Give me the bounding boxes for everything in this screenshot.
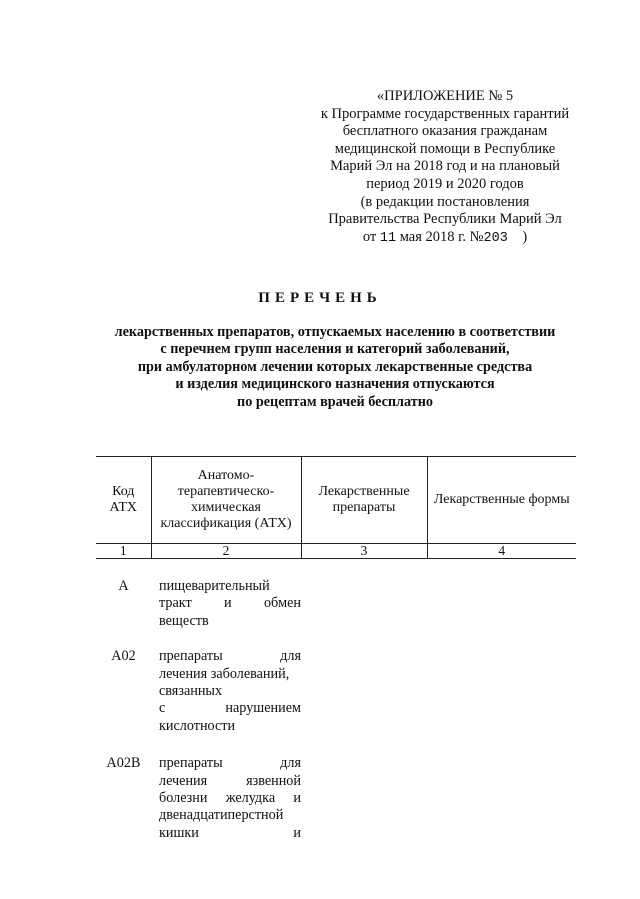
row-code: А02 [111, 648, 136, 665]
appendix-line-6: период 2019 и 2020 годов [366, 175, 524, 192]
appendix-line-7: (в редакции постановления [360, 193, 530, 210]
table-number-row [96, 544, 576, 559]
subtitle-line-2: с перечнем групп населения и категорий заболеваний, [160, 341, 510, 358]
desc-line: связанных [159, 683, 223, 700]
appendix-line-1: «ПРИЛОЖЕНИЕ № 5 [376, 88, 514, 104]
page-title: ПЕРЕЧЕНЬ [258, 290, 382, 306]
desc-line: препараты для [159, 648, 301, 665]
header-atc-code: Код АТХ [96, 457, 151, 544]
document-number: 203 [483, 230, 508, 246]
appendix-line-3: бесплатного оказания гражданам [342, 123, 548, 140]
row-description [159, 648, 301, 735]
appendix-date-line [300, 229, 590, 248]
date-day: 11 [379, 230, 397, 246]
row-description [159, 578, 301, 630]
desc-line: пищеварительный [159, 578, 270, 594]
appendix-line-5: Марий Эл на 2018 год и на плановый [330, 158, 560, 175]
desc-line: с нарушением [159, 700, 301, 717]
desc-line: тракт и обмен [159, 595, 301, 612]
desc-line: лечения заболеваний, [159, 665, 290, 682]
table-header-grid [96, 456, 576, 559]
closing-paren: ) [522, 228, 528, 245]
appendix-header [300, 88, 590, 247]
column-number-2: 2 [151, 544, 301, 559]
row-code: А [118, 578, 129, 594]
table-body [96, 578, 576, 842]
date-month-year: мая 2018 г. № [399, 228, 484, 245]
table-row [96, 755, 576, 842]
appendix-line-8: Правительства Республики Марий Эл [328, 211, 562, 228]
desc-line: двенадцатиперстной [159, 807, 284, 824]
column-number-1: 1 [96, 544, 151, 559]
header-forms: Лекарственные формы [427, 457, 576, 544]
desc-line: препараты для [159, 755, 301, 772]
header-drugs: Лекарственные препараты [301, 457, 427, 544]
desc-line: лечения язвенной [159, 772, 301, 789]
appendix-line-4: медицинской помощи в Республике [334, 140, 556, 157]
row-description [159, 755, 301, 842]
header-atc-classification: Анатомо-терапевтическо-химическая классификация (АТХ) [151, 457, 301, 544]
desc-line: кислотности [159, 717, 236, 734]
desc-line: веществ [159, 612, 209, 629]
page-subtitle [100, 324, 570, 411]
desc-line: кишки и [159, 824, 301, 841]
subtitle-line-4: и изделия медицинского назначения отпускаются [175, 376, 495, 393]
drug-table [96, 456, 576, 559]
desc-line: болезни желудка и [159, 790, 301, 807]
column-number-3: 3 [301, 544, 427, 559]
date-prefix: от [362, 228, 377, 245]
row-code: А02В [106, 755, 141, 772]
column-number-4: 4 [427, 544, 576, 559]
table-row [96, 648, 576, 735]
subtitle-line-1: лекарственных препаратов, отпускаемых населению в соответствии [114, 324, 556, 340]
subtitle-line-3: при амбулаторном лечении которых лекарственные средства [137, 358, 533, 375]
appendix-line-2: к Программе государственных гарантий [320, 105, 570, 122]
subtitle-line-5: по рецептам врачей бесплатно [237, 393, 433, 410]
table-row [96, 578, 576, 630]
table-header-row [96, 457, 576, 544]
